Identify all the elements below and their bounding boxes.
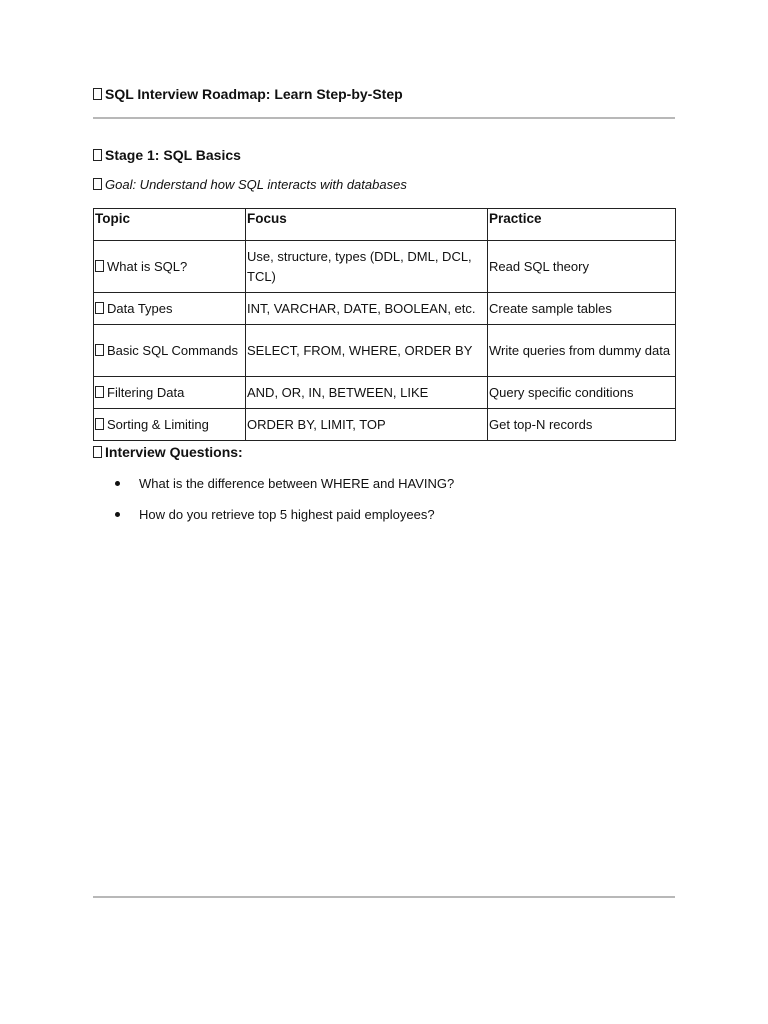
missing-glyph-icon: [93, 178, 102, 190]
table-header-focus: Focus: [246, 209, 488, 241]
document-title: [93, 86, 403, 102]
top-divider: [93, 117, 675, 119]
missing-glyph-icon: [95, 386, 104, 398]
topic-cell: Basic SQL Commands: [94, 325, 246, 377]
focus-cell: SELECT, FROM, WHERE, ORDER BY: [246, 325, 488, 377]
practice-cell: Get top-N records: [488, 409, 676, 441]
bullet-icon: [115, 512, 120, 517]
stage-goal-text: Goal: Understand how SQL interacts with databases: [105, 177, 407, 192]
bottom-divider: [93, 896, 675, 898]
list-item: [93, 468, 454, 499]
table-header-practice: Practice: [488, 209, 676, 241]
missing-glyph-icon: [95, 418, 104, 430]
topics-table: [93, 208, 676, 441]
table-header-topic: Topic: [94, 209, 246, 241]
table-row: [94, 377, 676, 409]
missing-glyph-icon: [95, 260, 104, 272]
list-item: [93, 499, 454, 530]
question-text: What is the difference between WHERE and HAVING?: [139, 476, 455, 491]
topic-cell: Data Types: [94, 293, 246, 325]
stage-heading: [93, 147, 241, 163]
practice-cell: Query specific conditions: [488, 377, 676, 409]
interview-questions-heading: [93, 444, 243, 460]
table-row: [94, 409, 676, 441]
missing-glyph-icon: [93, 446, 102, 458]
topic-cell: What is SQL?: [94, 241, 246, 293]
focus-cell: AND, OR, IN, BETWEEN, LIKE: [246, 377, 488, 409]
topic-cell: Sorting & Limiting: [94, 409, 246, 441]
missing-glyph-icon: [95, 302, 104, 314]
practice-cell: Create sample tables: [488, 293, 676, 325]
topic-cell: Filtering Data: [94, 377, 246, 409]
focus-cell: Use, structure, types (DDL, DML, DCL, TCL): [246, 241, 488, 293]
focus-cell: ORDER BY, LIMIT, TOP: [246, 409, 488, 441]
practice-cell: Read SQL theory: [488, 241, 676, 293]
missing-glyph-icon: [95, 344, 104, 356]
table-header-row: [94, 209, 676, 241]
stage-heading-text: Stage 1: SQL Basics: [105, 147, 241, 163]
interview-questions-heading-text: Interview Questions:: [105, 444, 243, 460]
missing-glyph-icon: [93, 149, 102, 161]
focus-cell: INT, VARCHAR, DATE, BOOLEAN, etc.: [246, 293, 488, 325]
table-row: [94, 293, 676, 325]
question-text: How do you retrieve top 5 highest paid employees?: [139, 507, 435, 522]
bullet-icon: [115, 481, 120, 486]
interview-questions-list: [93, 468, 454, 530]
stage-goal: [93, 177, 407, 192]
document-title-text: SQL Interview Roadmap: Learn Step-by-Step: [105, 86, 403, 102]
practice-cell: Write queries from dummy data: [488, 325, 676, 377]
table-row: [94, 325, 676, 377]
table-row: [94, 241, 676, 293]
missing-glyph-icon: [93, 88, 102, 100]
